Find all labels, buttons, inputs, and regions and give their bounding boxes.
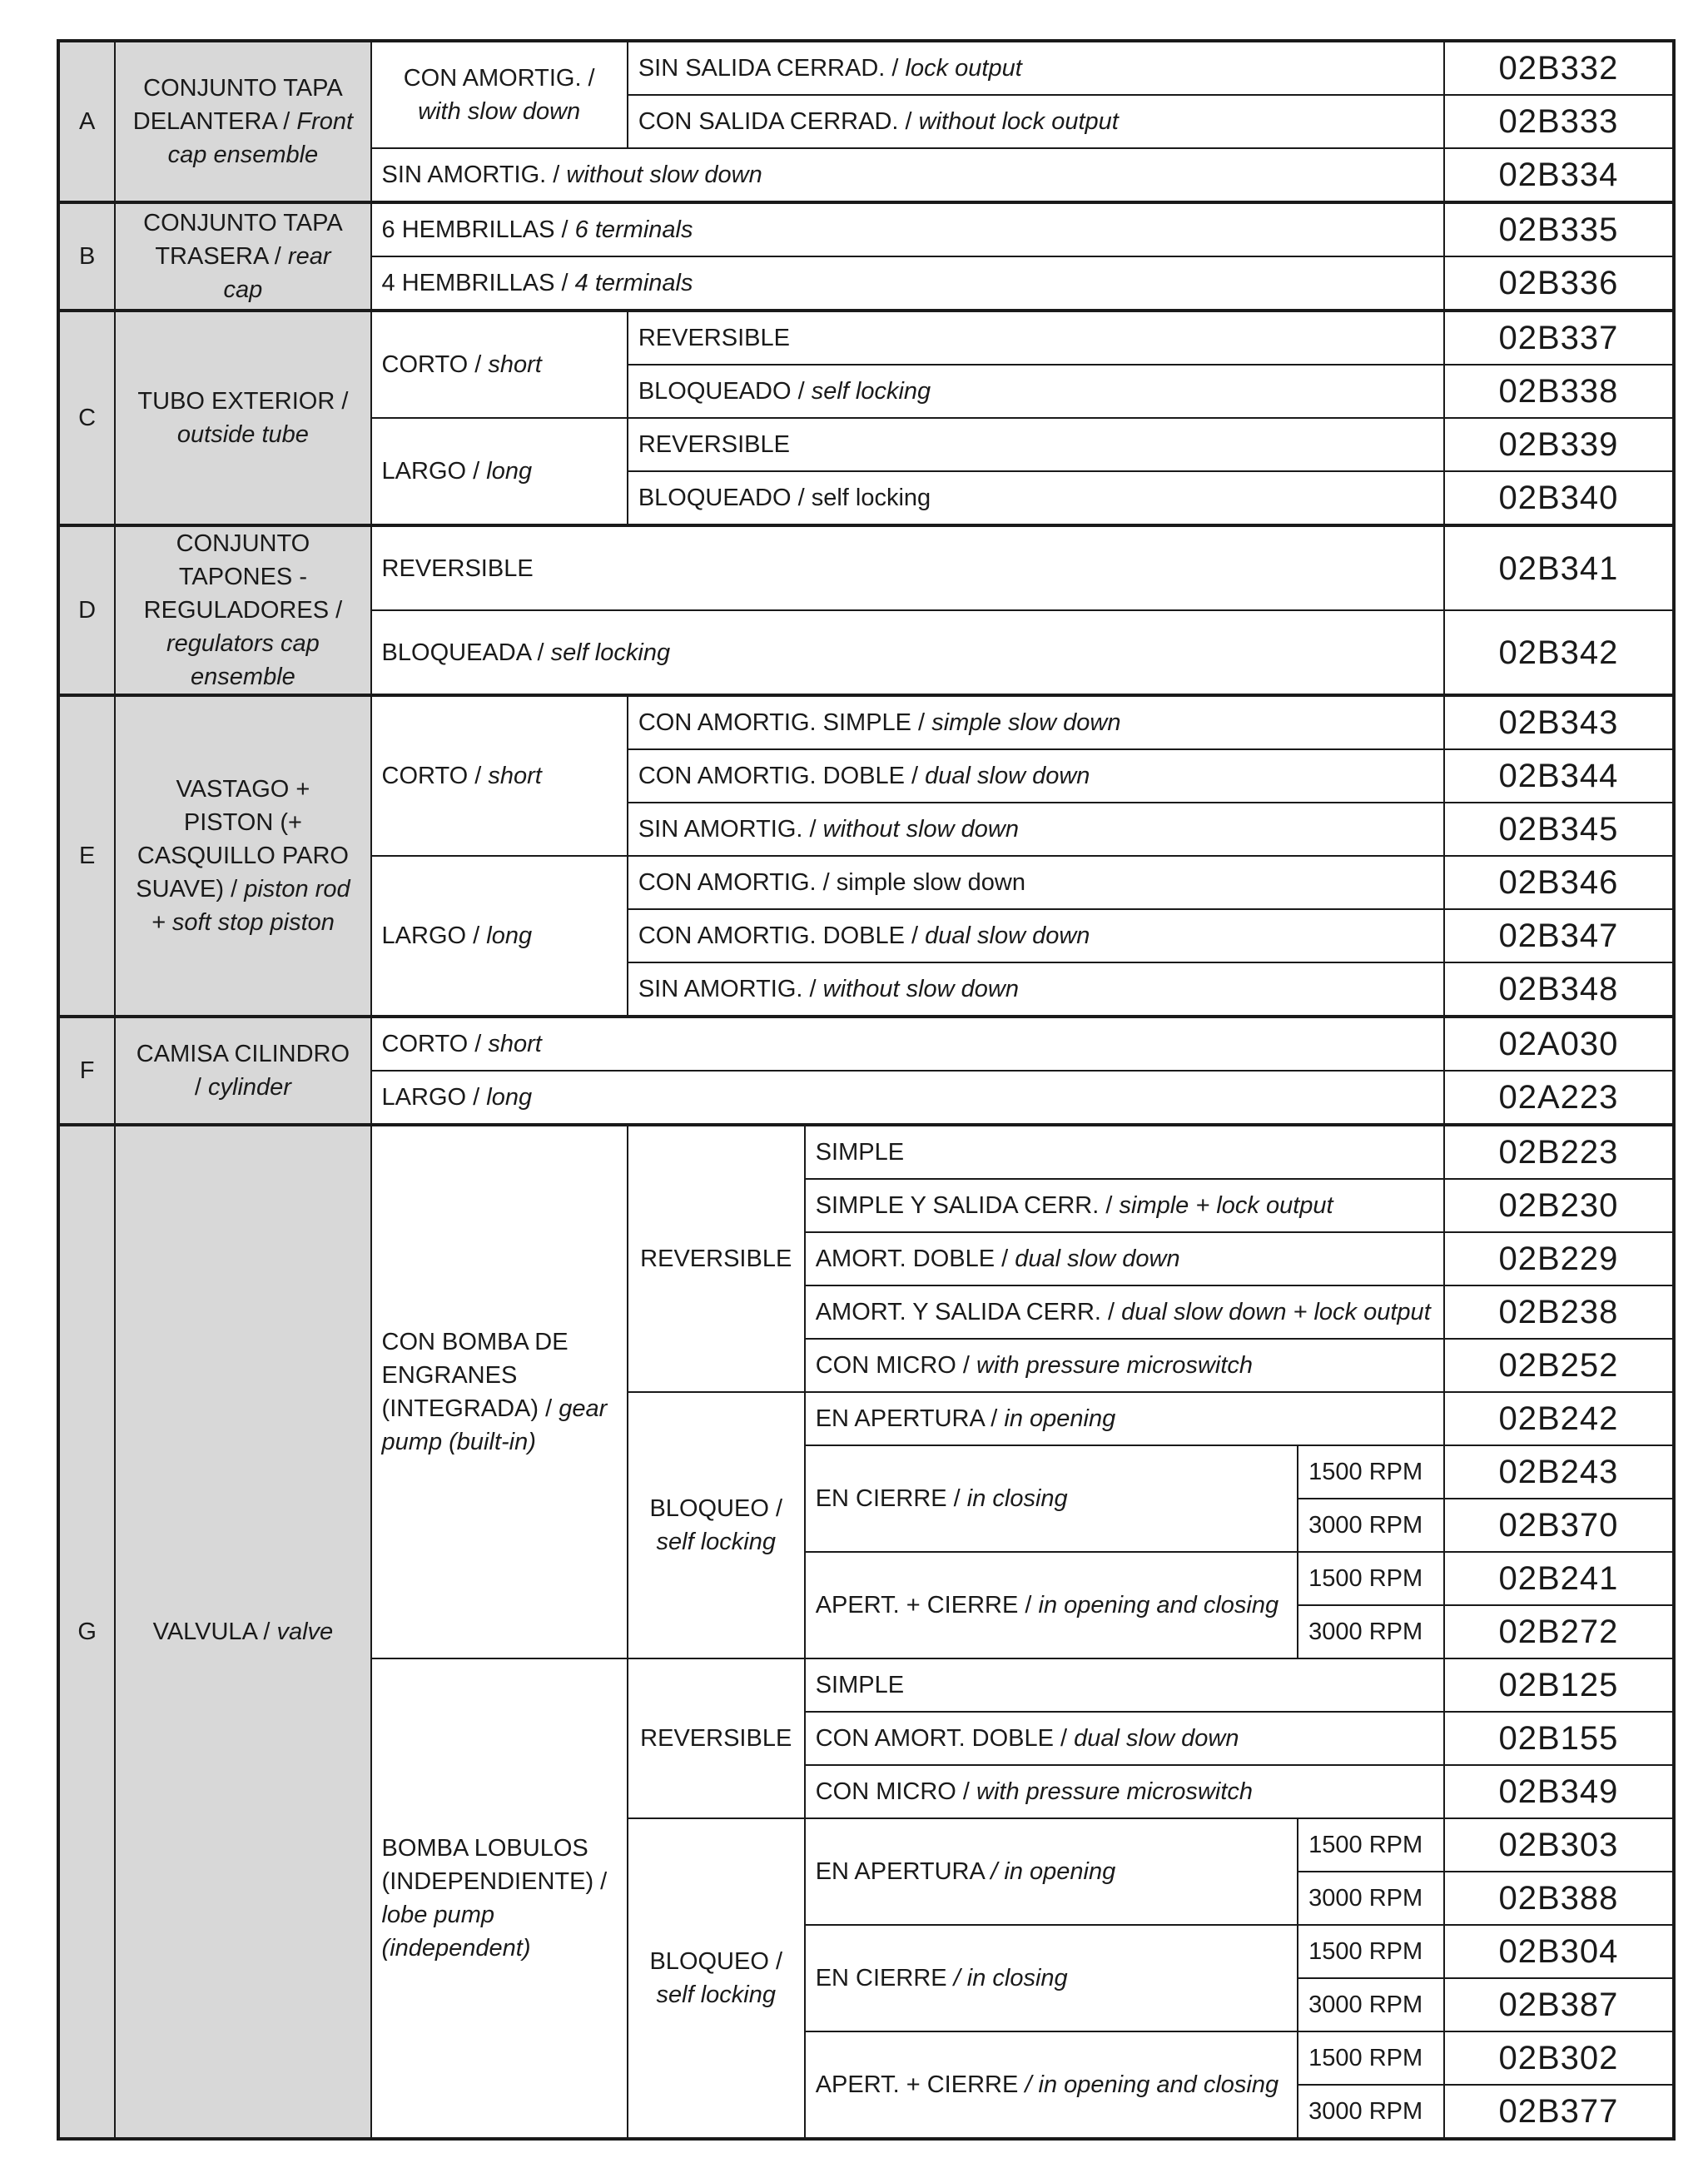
subgroup-cell: 4 HEMBRILLAS / 4 terminals (371, 256, 1444, 311)
rpm-cell: 3000 RPM (1298, 1499, 1444, 1552)
subgroup-cell: CON AMORTIG. / with slow down (371, 41, 628, 148)
subgroup-cell: CORTO / short (371, 695, 628, 856)
option-cell: REVERSIBLE (628, 311, 1444, 365)
option-cell: CON SALIDA CERRAD. / without lock output (628, 95, 1444, 148)
rpm-cell: 1500 RPM (1298, 1552, 1444, 1605)
part-code: 02B387 (1444, 1978, 1674, 2031)
group-cell: VALVULA / valve (115, 1125, 370, 2139)
option-cell: EN CIERRE / in closing (805, 1925, 1298, 2031)
part-code: 02A030 (1444, 1017, 1674, 1071)
part-code: 02B377 (1444, 2085, 1674, 2139)
part-code: 02B332 (1444, 41, 1674, 95)
option-cell: EN CIERRE / in closing (805, 1445, 1298, 1552)
mode-cell: BLOQUEO / self locking (628, 1818, 805, 2139)
mode-cell: REVERSIBLE (628, 1125, 805, 1392)
rpm-cell: 3000 RPM (1298, 1872, 1444, 1925)
section-label: E (58, 695, 115, 1017)
subgroup-cell: SIN AMORTIG. / without slow down (371, 148, 1444, 202)
part-code: 02B336 (1444, 256, 1674, 311)
option-cell: APERT. + CIERRE / in opening and closing (805, 2031, 1298, 2139)
part-code: 02B230 (1444, 1179, 1674, 1232)
part-code: 02B344 (1444, 749, 1674, 803)
option-cell: BLOQUEADO / self locking (628, 471, 1444, 525)
option-cell: SIMPLE (805, 1658, 1444, 1712)
option-cell: AMORT. Y SALIDA CERR. / dual slow down + lock output (805, 1285, 1444, 1339)
section-label: D (58, 525, 115, 695)
part-code: 02B229 (1444, 1232, 1674, 1285)
part-code: 02B242 (1444, 1392, 1674, 1445)
part-code: 02B343 (1444, 695, 1674, 749)
part-code: 02B335 (1444, 202, 1674, 256)
subgroup-cell: LARGO / long (371, 1071, 1444, 1125)
option-cell: CON AMORTIG. DOBLE / dual slow down (628, 749, 1444, 803)
option-cell: REVERSIBLE (628, 418, 1444, 471)
part-code: 02B348 (1444, 962, 1674, 1017)
subgroup-cell: BOMBA LOBULOS (INDEPENDIENTE) / lobe pump (independent) (371, 1658, 628, 2139)
rpm-cell: 1500 RPM (1298, 1445, 1444, 1499)
part-code: 02B349 (1444, 1765, 1674, 1818)
group-cell: VASTAGO + PISTON (+ CASQUILLO PARO SUAVE) / piston rod + soft stop piston (115, 695, 370, 1017)
option-cell: BLOQUEADO / self locking (628, 365, 1444, 418)
subgroup-cell: CORTO / short (371, 311, 628, 418)
part-code: 02B340 (1444, 471, 1674, 525)
option-cell: CON AMORT. DOBLE / dual slow down (805, 1712, 1444, 1765)
option-cell: EN APERTURA / in opening (805, 1818, 1298, 1925)
rpm-cell: 1500 RPM (1298, 2031, 1444, 2085)
mode-cell: BLOQUEO / self locking (628, 1392, 805, 1658)
section-label: A (58, 41, 115, 202)
option-cell: EN APERTURA / in opening (805, 1392, 1444, 1445)
option-cell: SIN SALIDA CERRAD. / lock output (628, 41, 1444, 95)
table-row (58, 1125, 1674, 1179)
table-row (58, 41, 1674, 95)
part-code: 02B223 (1444, 1125, 1674, 1179)
part-code: 02B125 (1444, 1658, 1674, 1712)
part-code: 02B370 (1444, 1499, 1674, 1552)
part-code: 02B339 (1444, 418, 1674, 471)
option-cell: APERT. + CIERRE / in opening and closing (805, 1552, 1298, 1658)
table-row (58, 1017, 1674, 1071)
part-code: 02B243 (1444, 1445, 1674, 1499)
rpm-cell: 3000 RPM (1298, 1605, 1444, 1658)
rpm-cell: 3000 RPM (1298, 2085, 1444, 2139)
group-cell: CONJUNTO TAPA TRASERA / rear cap (115, 202, 370, 311)
part-code: 02B252 (1444, 1339, 1674, 1392)
table-row (58, 202, 1674, 256)
option-cell: SIMPLE Y SALIDA CERR. / simple + lock output (805, 1179, 1444, 1232)
subgroup-cell: LARGO / long (371, 418, 628, 525)
option-cell: AMORT. DOBLE / dual slow down (805, 1232, 1444, 1285)
group-cell: CAMISA CILINDRO / cylinder (115, 1017, 370, 1125)
group-cell: CONJUNTO TAPONES - REGULADORES / regulators cap ensemble (115, 525, 370, 695)
subgroup-cell: CON BOMBA DE ENGRANES (INTEGRADA) / gear pump (built-in) (371, 1125, 628, 1658)
part-code: 02B334 (1444, 148, 1674, 202)
parts-table (57, 39, 1676, 2141)
mode-cell: REVERSIBLE (628, 1658, 805, 1818)
part-code: 02A223 (1444, 1071, 1674, 1125)
part-code: 02B303 (1444, 1818, 1674, 1872)
subgroup-cell: BLOQUEADA / self locking (371, 610, 1444, 695)
part-code: 02B302 (1444, 2031, 1674, 2085)
section-label: B (58, 202, 115, 311)
part-code: 02B346 (1444, 856, 1674, 909)
part-code: 02B388 (1444, 1872, 1674, 1925)
rpm-cell: 1500 RPM (1298, 1818, 1444, 1872)
subgroup-cell: LARGO / long (371, 856, 628, 1017)
part-code: 02B241 (1444, 1552, 1674, 1605)
part-code: 02B338 (1444, 365, 1674, 418)
option-cell: CON AMORTIG. / simple slow down (628, 856, 1444, 909)
subgroup-cell: CORTO / short (371, 1017, 1444, 1071)
group-cell: CONJUNTO TAPA DELANTERA / Front cap ensemble (115, 41, 370, 202)
part-code: 02B333 (1444, 95, 1674, 148)
option-cell: SIMPLE (805, 1125, 1444, 1179)
section-label: C (58, 311, 115, 525)
option-cell: CON AMORTIG. SIMPLE / simple slow down (628, 695, 1444, 749)
option-cell: CON MICRO / with pressure microswitch (805, 1765, 1444, 1818)
subgroup-cell: REVERSIBLE (371, 525, 1444, 610)
part-code: 02B238 (1444, 1285, 1674, 1339)
part-code: 02B342 (1444, 610, 1674, 695)
part-code: 02B341 (1444, 525, 1674, 610)
part-code: 02B347 (1444, 909, 1674, 962)
part-code: 02B304 (1444, 1925, 1674, 1978)
option-cell: CON AMORTIG. DOBLE / dual slow down (628, 909, 1444, 962)
option-cell: SIN AMORTIG. / without slow down (628, 803, 1444, 856)
subgroup-cell: 6 HEMBRILLAS / 6 terminals (371, 202, 1444, 256)
option-cell: CON MICRO / with pressure microswitch (805, 1339, 1444, 1392)
table-row (58, 311, 1674, 365)
part-code: 02B345 (1444, 803, 1674, 856)
group-cell: TUBO EXTERIOR / outside tube (115, 311, 370, 525)
rpm-cell: 1500 RPM (1298, 1925, 1444, 1978)
rpm-cell: 3000 RPM (1298, 1978, 1444, 2031)
table-row (58, 525, 1674, 610)
part-code: 02B337 (1444, 311, 1674, 365)
section-label: F (58, 1017, 115, 1125)
part-code: 02B155 (1444, 1712, 1674, 1765)
option-cell: SIN AMORTIG. / without slow down (628, 962, 1444, 1017)
part-code: 02B272 (1444, 1605, 1674, 1658)
section-label: G (58, 1125, 115, 2139)
table-row (58, 695, 1674, 749)
